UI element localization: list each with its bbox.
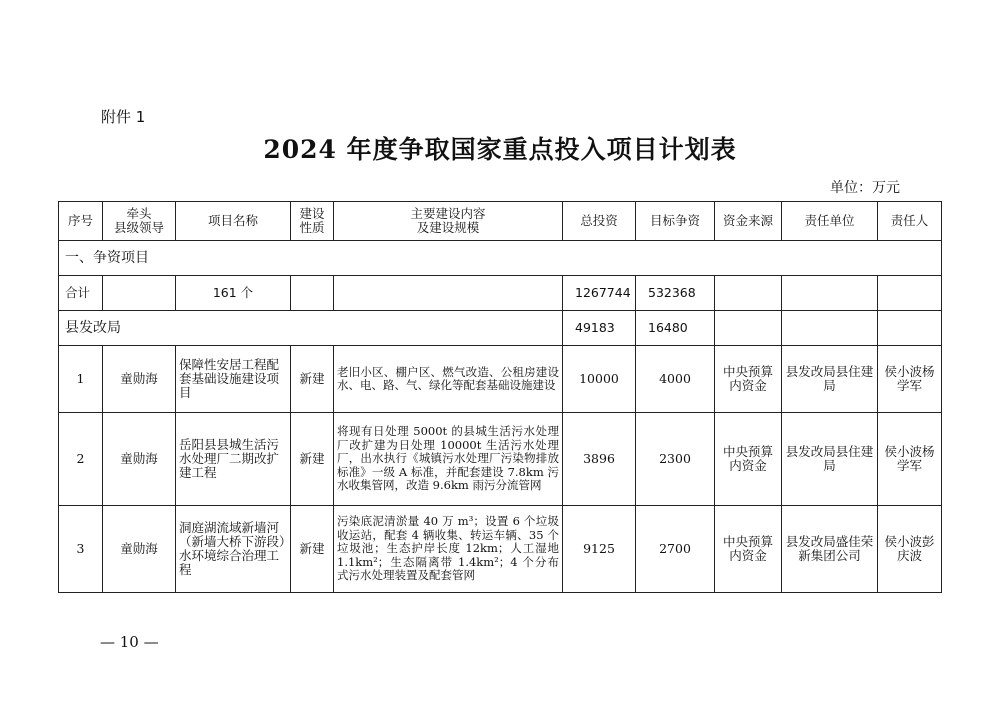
summary-row xyxy=(59,276,942,311)
row-nature: 新建 xyxy=(291,346,334,413)
row-name: 洞庭湖流域新墙河（新墙大桥下游段）水环境综合治理工程 xyxy=(176,506,291,593)
row-content: 污染底泥清淤量 40 万 m³；设置 6 个垃圾收运站，配套 4 辆收集、转运车辆、35 个垃圾池；生态护岸长度 12km；人工湿地 1.1km²；生态隔离带 1.4km²；4 个分布式污水处理装置及配套管网 xyxy=(334,506,563,593)
row-leader: 童勋海 xyxy=(103,413,176,506)
summary-label: 合计 xyxy=(59,276,103,311)
row-nature: 新建 xyxy=(291,506,334,593)
empty-cell xyxy=(291,276,334,311)
header-name: 项目名称 xyxy=(176,202,291,241)
row-person: 侯小波杨学军 xyxy=(878,346,942,413)
row-person: 侯小波杨学军 xyxy=(878,413,942,506)
row-content: 将现有日处理 5000t 的县城生活污水处理厂改扩建为日处理 10000t 生活污水处理厂，出水执行《城镇污水处理厂污染物排放标准》一级 A 标准，并配套建设 7.8km 污水收集管网，改造 9.6km 雨污分流管网 xyxy=(334,413,563,506)
dept-row xyxy=(59,311,942,346)
attachment-label: 附件 1 xyxy=(101,108,146,126)
row-source: 中央预算内资金 xyxy=(715,413,782,506)
header-person: 责任人 xyxy=(878,202,942,241)
section-row xyxy=(59,241,942,276)
table-header-row xyxy=(59,202,942,241)
summary-target: 532368 xyxy=(636,276,715,311)
summary-count: 161 个 xyxy=(176,276,291,311)
empty-cell xyxy=(782,276,878,311)
page-title: 2024 年度争取国家重点投入项目计划表 xyxy=(263,135,737,164)
header-target: 目标争资 xyxy=(636,202,715,241)
row-content: 老旧小区、棚户区、燃气改造、公租房建设水、电、路、气、绿化等配套基础设施建设 xyxy=(334,346,563,413)
header-nature: 建设 性质 xyxy=(291,202,334,241)
empty-cell xyxy=(878,311,942,346)
header-source: 资金来源 xyxy=(715,202,782,241)
row-unit: 县发改局县住建局 xyxy=(782,346,878,413)
row-total: 3896 xyxy=(563,413,636,506)
dept-label: 县发改局 xyxy=(59,311,563,346)
empty-cell xyxy=(715,276,782,311)
section-title: 一、争资项目 xyxy=(59,241,942,276)
row-leader: 童勋海 xyxy=(103,346,176,413)
dept-target: 16480 xyxy=(636,311,715,346)
header-unit: 责任单位 xyxy=(782,202,878,241)
row-leader: 童勋海 xyxy=(103,506,176,593)
page-number: — 10 — xyxy=(100,633,159,651)
header-content: 主要建设内容 及建设规模 xyxy=(334,202,563,241)
row-seq: 2 xyxy=(59,413,103,506)
empty-cell xyxy=(782,311,878,346)
row-source: 中央预算内资金 xyxy=(715,506,782,593)
row-total: 10000 xyxy=(563,346,636,413)
row-name: 岳阳县县城生活污水处理厂二期改扩建工程 xyxy=(176,413,291,506)
table-row xyxy=(59,346,942,413)
row-seq: 3 xyxy=(59,506,103,593)
row-target: 2700 xyxy=(636,506,715,593)
header-total: 总投资 xyxy=(563,202,636,241)
unit-label: 单位：万元 xyxy=(830,180,900,196)
row-total: 9125 xyxy=(563,506,636,593)
row-target: 2300 xyxy=(636,413,715,506)
header-seq: 序号 xyxy=(59,202,103,241)
empty-cell xyxy=(878,276,942,311)
empty-cell xyxy=(334,276,563,311)
row-nature: 新建 xyxy=(291,413,334,506)
project-table xyxy=(58,201,942,593)
table-row xyxy=(59,413,942,506)
row-source: 中央预算内资金 xyxy=(715,346,782,413)
row-name: 保障性安居工程配套基础设施建设项目 xyxy=(176,346,291,413)
table-row xyxy=(59,506,942,593)
row-seq: 1 xyxy=(59,346,103,413)
dept-total: 49183 xyxy=(563,311,636,346)
row-person: 侯小波彭庆波 xyxy=(878,506,942,593)
empty-cell xyxy=(103,276,176,311)
summary-total: 1267744 xyxy=(563,276,636,311)
empty-cell xyxy=(715,311,782,346)
row-unit: 县发改局县住建局 xyxy=(782,413,878,506)
row-unit: 县发改局盛佳荣新集团公司 xyxy=(782,506,878,593)
row-target: 4000 xyxy=(636,346,715,413)
header-leader: 牵头 县级领导 xyxy=(103,202,176,241)
